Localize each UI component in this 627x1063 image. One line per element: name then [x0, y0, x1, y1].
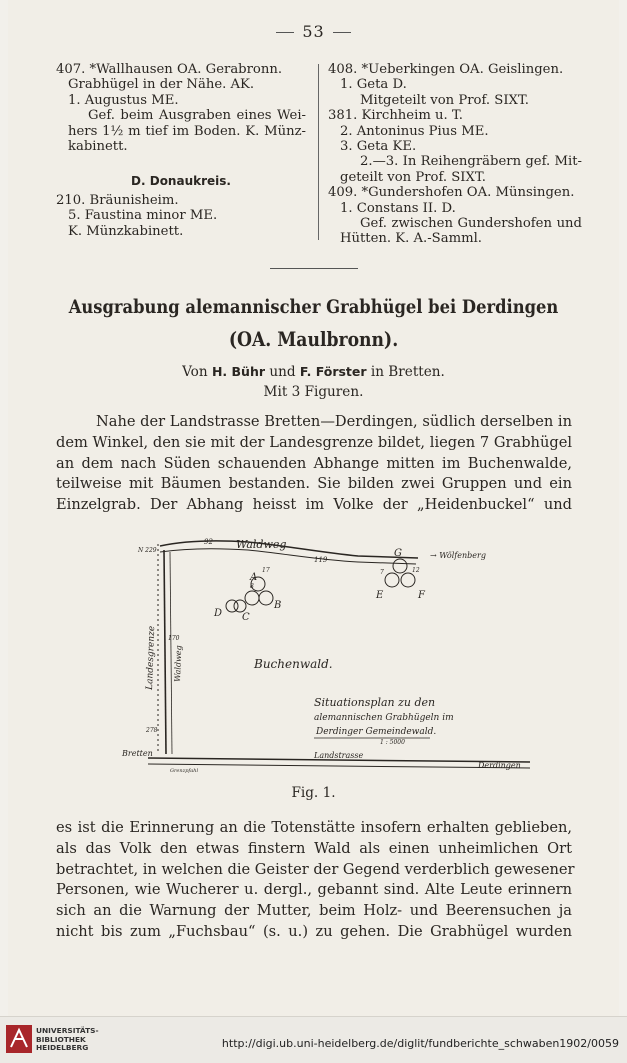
sketch-number: 92	[204, 538, 213, 546]
permalink-url[interactable]: http://digi.ub.uni-heidelberg.de/diglit/fundberichte_schwaben1902/0059	[221, 1037, 619, 1050]
sketch-letter: G	[394, 548, 402, 559]
entry-409-heading: 409. *Gundershofen OA. Münsingen.	[328, 185, 575, 201]
figure-caption: Fig. 1.	[291, 785, 336, 801]
page-number: 53	[0, 22, 627, 41]
sketch-number: 8	[250, 583, 254, 590]
paragraph-1	[56, 412, 572, 516]
side-path-line	[164, 550, 166, 754]
entry-407-line: 1. Augustus ME.	[68, 92, 179, 108]
left-column	[56, 62, 306, 239]
burial-mound-B	[259, 591, 273, 605]
figures-note: Mit 3 Figuren.	[263, 384, 364, 400]
side-path-line	[170, 552, 172, 754]
paragraph-line: betrachtet, in welchen die Geister der Gegend verderblich gewesener	[56, 860, 575, 878]
entry-407-line: Gef. beim Ausgraben eines Wei-	[88, 108, 306, 124]
entry-409-line: Gef. zwischen Gundershofen und	[360, 216, 582, 232]
entry-409-line: Hütten. K. A.-Samml.	[340, 231, 482, 247]
byline: Von H. Bühr und F. Förster in Bretten.	[182, 364, 445, 380]
entry-409-line: 1. Constans II. D.	[340, 200, 456, 216]
sketch-title-line3: Derdinger Gemeindewald.	[316, 727, 437, 737]
burial-mound-E	[385, 573, 399, 587]
entry-381-line: 3. Geta KE.	[340, 139, 417, 155]
entry-381-line: 2. Antoninus Pius ME.	[340, 123, 489, 139]
paragraph-2	[56, 818, 575, 943]
sketch-number: 170	[168, 635, 180, 642]
paragraph-line: es ist die Erinnerung an die Totenstätte insofern erhalten geblieben,	[56, 819, 572, 836]
entry-408-line: 1. Geta D.	[340, 77, 407, 93]
burial-mound-G	[393, 559, 407, 573]
sketch-label-wolfenberg: → Wölfenberg	[430, 551, 486, 560]
sketch-title-line2: alemannischen Grabhügeln im	[314, 713, 454, 723]
section-heading-donaukreis: D. Donaukreis.	[131, 174, 231, 189]
burial-mound-D	[234, 600, 246, 612]
article-title: Ausgrabung alemannischer Grabhügel bei Derdingen	[68, 296, 559, 318]
paragraph-line: sich an die Warnung der Mutter, beim Holz- und Beerensuchen ja	[56, 902, 572, 920]
entry-210-line: K. Münzkabinett.	[68, 223, 184, 239]
paragraph-line: an dem nach Süden schauenden Abhange mitten im Buchenwalde,	[56, 454, 572, 472]
sketch-label-grenzpfahl: Grenzpfahl	[170, 768, 199, 774]
sketch-label-derdingen: Derdingen	[478, 761, 521, 770]
sketch-label-landesgrenze: Landesgrenze	[145, 625, 158, 691]
paragraph-line: dem Winkel, den sie mit der Landesgrenze bildet, liegen 7 Grabhügel	[56, 433, 572, 451]
paragraph-line: teilweise mit Bäumen bestanden. Sie bilden zwei Gruppen und ein	[56, 475, 572, 493]
main-road-line	[148, 764, 530, 768]
entry-408-line: Mitgeteilt von Prof. SIXT.	[360, 92, 529, 108]
site-plan-sketch	[118, 522, 538, 774]
sketch-number: 17	[262, 567, 270, 574]
paragraph-line: nicht bis zum „Fuchsbau“ (s. u.) zu gehen. Die Grabhügel wurden	[56, 922, 572, 940]
coin-finds-columns	[56, 62, 582, 247]
column-divider	[318, 64, 319, 240]
sketch-letter: F	[418, 590, 425, 601]
paragraph-line: Nahe der Landstrasse Bretten—Derdingen, südlich derselben in	[96, 413, 572, 430]
sketch-letter: A	[250, 572, 258, 583]
library-name: UNIVERSITÄTS- BIBLIOTHEK HEIDELBERG	[36, 1026, 99, 1053]
paragraph-line: als das Volk den etwas finstern Wald als einen unheimlichen Ort	[56, 839, 572, 857]
burial-mound	[245, 591, 259, 605]
page-number-dash-left	[276, 32, 294, 33]
entry-381-line: 2.—3. In Reihengräbern gef. Mit-	[360, 154, 582, 170]
sketch-number: N 229	[138, 547, 157, 554]
entry-407-line: Grabhügel in der Nähe. AK.	[68, 77, 255, 93]
burial-mound-F	[401, 573, 415, 587]
sketch-number: 12	[412, 567, 420, 574]
entry-407-heading: 407. *Wallhausen OA. Gerabronn.	[56, 62, 283, 77]
paragraph-line: Personen, wie Wucherer u. dergl., gebannt sind. Alte Leute erinnern	[56, 881, 572, 899]
sketch-letter: B	[274, 600, 282, 611]
article-title-line2: (OA. Maulbronn).	[228, 327, 399, 351]
sketch-number: 7	[380, 569, 384, 576]
entry-407-line: hers 1½ m tief im Boden. K. Münz-	[68, 123, 306, 139]
entry-210-heading: 210. Bräunisheim.	[56, 192, 179, 208]
entry-408-heading: 408. *Ueberkingen OA. Geislingen.	[328, 62, 564, 77]
sketch-label-side-path: Waldweg	[173, 645, 184, 683]
entry-210-line: 5. Faustina minor ME.	[68, 208, 218, 224]
sketch-label-landstrasse: Landstrasse	[314, 751, 364, 760]
entry-381-heading: 381. Kirchheim u. T.	[328, 108, 463, 124]
author-name: H. Bühr	[211, 364, 266, 379]
section-divider	[270, 268, 358, 269]
university-library-logo-icon	[6, 1025, 32, 1053]
sketch-label-waldweg: Waldweg	[236, 538, 287, 551]
sketch-letter: D	[214, 608, 223, 619]
right-column	[328, 62, 582, 247]
author-name: F. Förster	[299, 364, 367, 379]
sketch-number: 119	[314, 556, 328, 564]
sketch-letter: E	[376, 590, 384, 601]
entry-381-line: geteilt von Prof. SIXT.	[340, 169, 486, 185]
sketch-label-buchenwald: Buchenwald.	[254, 657, 333, 671]
sketch-number: 278	[146, 727, 158, 734]
paragraph-line: Einzelgrab. Der Abhang heisst im Volke der „Heidenbuckel“ und	[56, 496, 572, 514]
sketch-title-line1: Situationsplan zu den	[314, 696, 436, 709]
sketch-letter: C	[242, 612, 250, 623]
sketch-label-bretten: Bretten	[122, 749, 153, 758]
page-number-dash-right	[333, 32, 351, 33]
sketch-scale: 1 : 5000	[380, 739, 405, 746]
viewer-footer	[0, 1016, 627, 1063]
entry-407-line: kabinett.	[68, 139, 128, 155]
